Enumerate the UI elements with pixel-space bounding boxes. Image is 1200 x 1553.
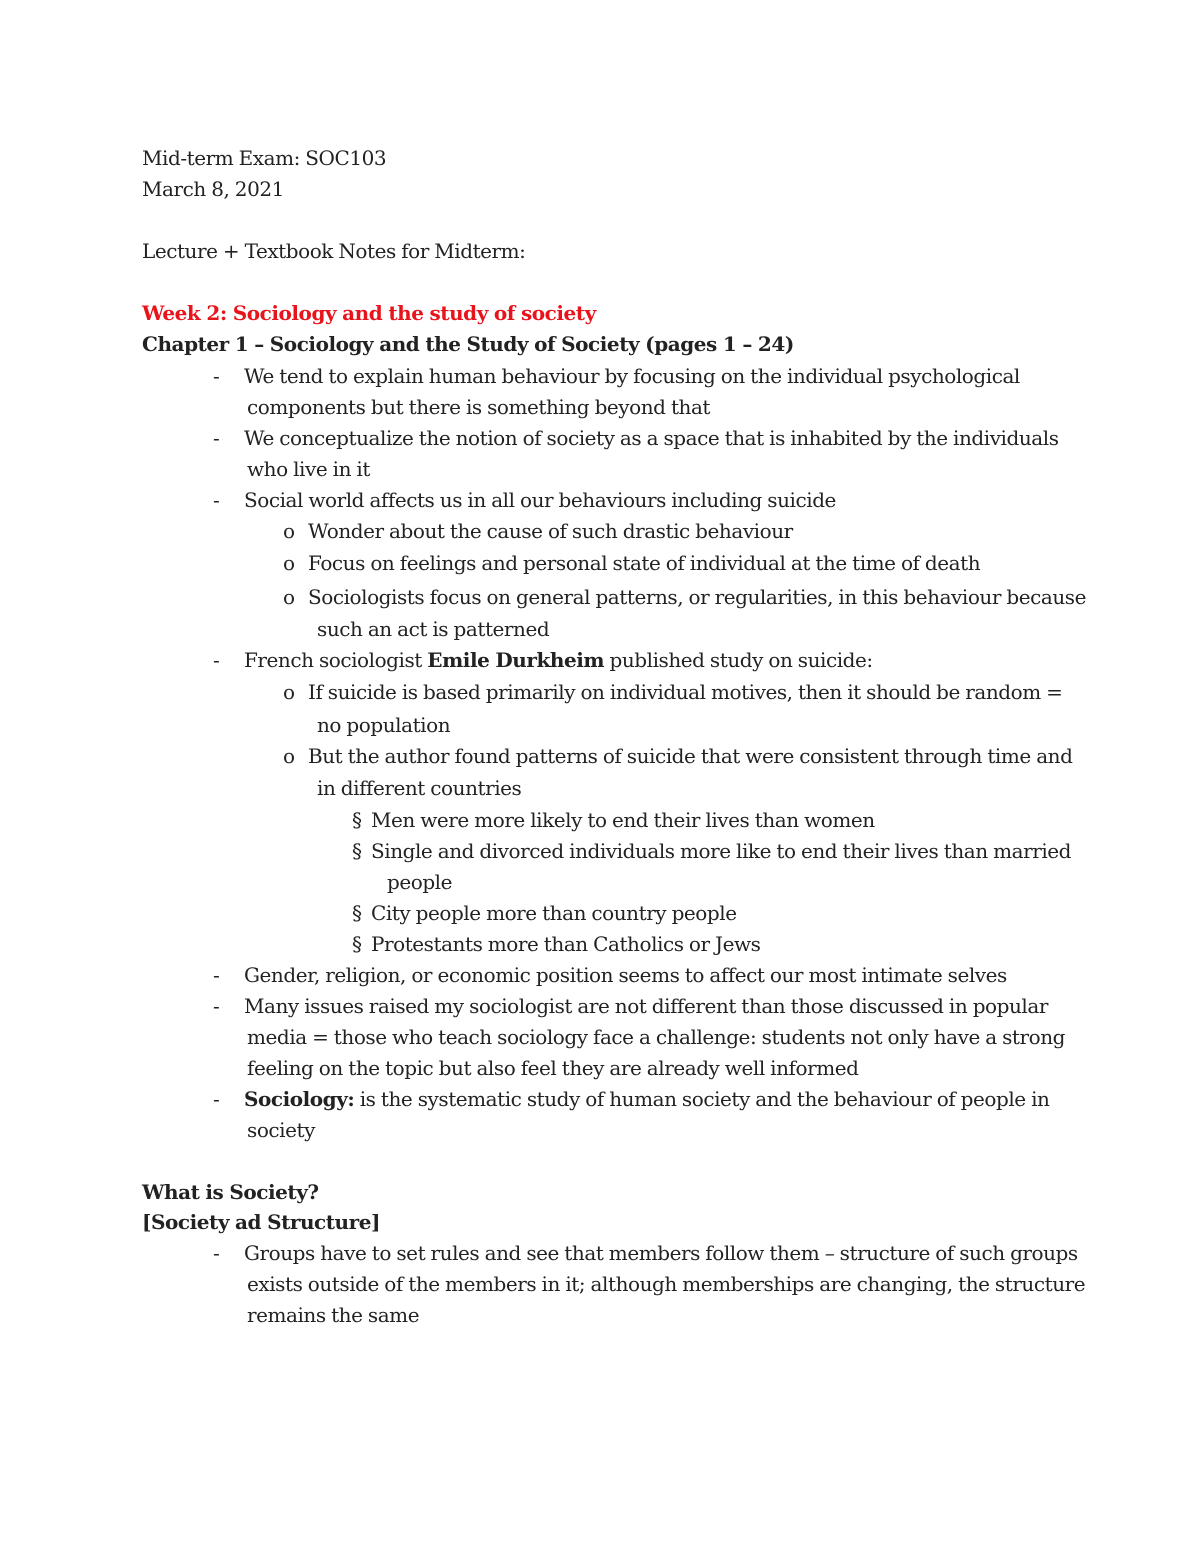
week-heading: Week 2: Sociology and the study of society <box>142 301 596 325</box>
bullet-4-pre: French sociologist <box>244 648 428 672</box>
bullet-1-line-1: We tend to explain human behaviour by focusing on the individual psychological <box>244 364 1020 388</box>
bullet-1-line-2: components but there is something beyond that <box>247 395 711 419</box>
exam-title: Mid-term Exam: SOC103 <box>142 146 387 170</box>
circle-bullet: o <box>283 585 295 609</box>
bullet-3-sub-1: Wonder about the cause of such drastic behaviour <box>308 519 793 543</box>
circle-bullet: o <box>283 744 295 768</box>
bullet-3-sub-3-line-1: Sociologists focus on general patterns, or regularities, in this behaviour because <box>308 585 1086 609</box>
bullet-4-item-2-line-1: Single and divorced individuals more like to end their lives than married <box>371 839 1071 863</box>
bullet-6-line-2: media = those who teach sociology face a challenge: students not only have a strong <box>247 1025 1066 1049</box>
bullet-6-line-3: feeling on the topic but also feel they are already well informed <box>247 1056 859 1080</box>
bullet-4-item-4: Protestants more than Catholics or Jews <box>371 932 761 956</box>
dash-bullet: - <box>213 648 220 672</box>
bullet-4-sub-1-line-2: no population <box>317 713 451 737</box>
bullet-7-line-2: society <box>247 1118 315 1142</box>
dash-bullet: - <box>213 994 220 1018</box>
structure-subheading: [Society ad Structure] <box>142 1210 381 1234</box>
dash-bullet: - <box>213 488 220 512</box>
dash-bullet: - <box>213 1241 220 1265</box>
dash-bullet: - <box>213 426 220 450</box>
bullet-4-item-1: Men were more likely to end their lives than women <box>371 808 875 832</box>
sociology-term: Sociology: <box>244 1087 355 1111</box>
bullet-4-item-2-line-2: people <box>387 870 453 894</box>
bullet-6-line-1: Many issues raised my sociologist are not different than those discussed in popular <box>244 994 1048 1018</box>
bullet-5: Gender, religion, or economic position seems to affect our most intimate selves <box>244 963 1007 987</box>
bullet-3-sub-3-line-2: such an act is patterned <box>317 617 550 641</box>
circle-bullet: o <box>283 680 295 704</box>
exam-date: March 8, 2021 <box>142 177 284 201</box>
society-heading: What is Society? <box>142 1180 319 1204</box>
bullet-4-post: published study on suicide: <box>604 648 873 672</box>
structure-bullet-line-3: remains the same <box>247 1303 420 1327</box>
dash-bullet: - <box>213 963 220 987</box>
bullet-4-line-1 <box>244 648 873 672</box>
bullet-3-sub-2: Focus on feelings and personal state of individual at the time of death <box>308 551 981 575</box>
dash-bullet: - <box>213 364 220 388</box>
circle-bullet: o <box>283 519 295 543</box>
bullet-4-sub-2-line-1: But the author found patterns of suicide that were consistent through time and <box>308 744 1073 768</box>
bullet-4-sub-2-line-2: in different countries <box>317 776 522 800</box>
bullet-2-line-1: We conceptualize the notion of society as a space that is inhabited by the individuals <box>244 426 1059 450</box>
notes-subtitle: Lecture + Textbook Notes for Midterm: <box>142 239 526 263</box>
dash-bullet: - <box>213 1087 220 1111</box>
structure-bullet-line-2: exists outside of the members in it; although memberships are changing, the structure <box>247 1272 1086 1296</box>
bullet-3-line-1: Social world affects us in all our behaviours including suicide <box>244 488 836 512</box>
bullet-7-line-1 <box>244 1087 1049 1111</box>
sociology-definition: is the systematic study of human society and the behaviour of people in <box>354 1087 1050 1111</box>
bullet-2-line-2: who live in it <box>247 457 370 481</box>
section-bullet: § <box>352 839 362 863</box>
durkheim-name: Emile Durkheim <box>427 648 605 672</box>
structure-bullet-line-1: Groups have to set rules and see that members follow them – structure of such groups <box>244 1241 1078 1265</box>
chapter-heading: Chapter 1 – Sociology and the Study of Society (pages 1 – 24) <box>142 332 794 356</box>
section-bullet: § <box>352 932 362 956</box>
bullet-4-sub-1-line-1: If suicide is based primarily on individual motives, then it should be random = <box>308 680 1063 704</box>
circle-bullet: o <box>283 551 295 575</box>
section-bullet: § <box>352 901 362 925</box>
section-bullet: § <box>352 808 362 832</box>
bullet-4-item-3: City people more than country people <box>371 901 737 925</box>
